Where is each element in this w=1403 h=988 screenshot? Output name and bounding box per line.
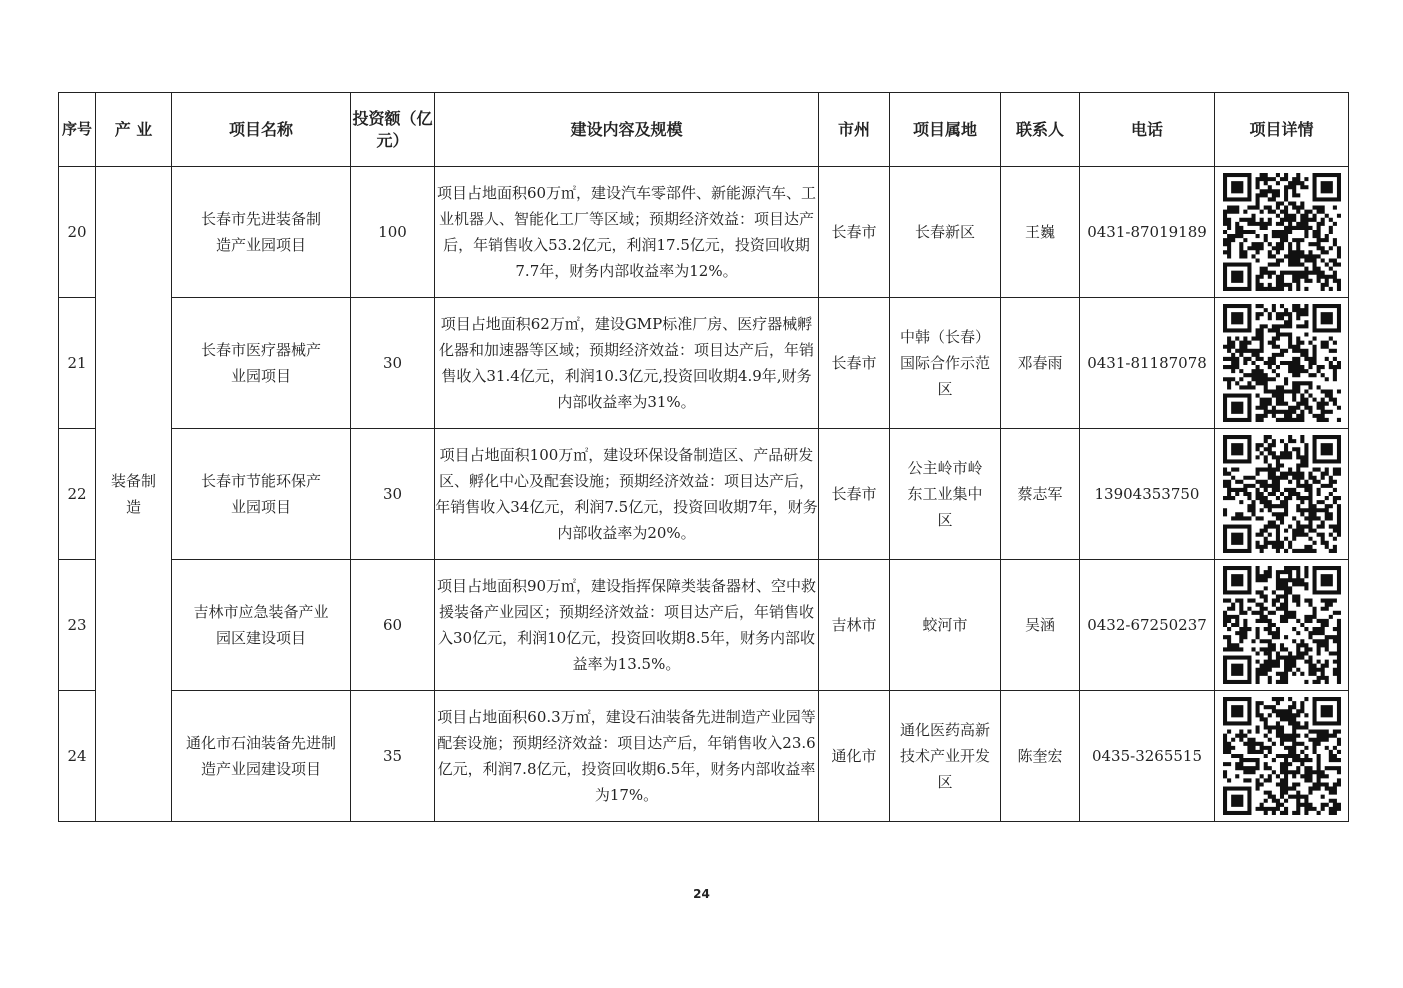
- row-city: 吉林市: [819, 560, 890, 691]
- page-number: 24: [693, 887, 710, 901]
- qr-code-icon[interactable]: [1223, 173, 1341, 291]
- row-location: 公主岭市岭东工业集中区: [890, 429, 1001, 560]
- row-content: 项目占地面积60万㎡，建设汽车零部件、新能源汽车、工业机器人、智能化工厂等区域；预期经济效益：项目达产后，年销售收入53.2亿元，利润17.5亿元，投资回收期7.7年，财务内部收益率为12%。: [435, 167, 819, 298]
- row-investment: 60: [351, 560, 435, 691]
- table-header-row: [59, 93, 1349, 167]
- qr-code-icon[interactable]: [1223, 304, 1341, 422]
- row-content: 项目占地面积90万㎡，建设指挥保障类装备器材、空中救援装备产业园区；预期经济效益：项目达产后，年销售收入30亿元，利润10亿元，投资回收期8.5年，财务内部收益率为13.5%。: [435, 560, 819, 691]
- row-phone: 0432-67250237: [1080, 560, 1215, 691]
- row-investment: 30: [351, 429, 435, 560]
- row-investment: 35: [351, 691, 435, 822]
- project-table: [58, 92, 1349, 822]
- row-city: 通化市: [819, 691, 890, 822]
- header-name: 项目名称: [172, 93, 351, 167]
- row-content: 项目占地面积60.3万㎡，建设石油装备先进制造产业园等配套设施；预期经济效益：项目达产后，年销售收入23.6亿元，利润7.8亿元，投资回收期6.5年，财务内部收益率为17%。: [435, 691, 819, 822]
- header-contact: 联系人: [1001, 93, 1080, 167]
- row-name: 长春市医疗器械产业园项目: [172, 298, 351, 429]
- table-row: [59, 560, 1349, 691]
- row-phone: 13904353750: [1080, 429, 1215, 560]
- table-row: [59, 691, 1349, 822]
- row-seq: 23: [59, 560, 96, 691]
- row-phone: 0431-87019189: [1080, 167, 1215, 298]
- industry-label: 装备制造: [110, 472, 156, 516]
- row-phone: 0431-81187078: [1080, 298, 1215, 429]
- row-investment: 30: [351, 298, 435, 429]
- row-seq: 22: [59, 429, 96, 560]
- row-phone: 0435-3265515: [1080, 691, 1215, 822]
- row-location: 长春新区: [890, 167, 1001, 298]
- row-location: 通化医药高新技术产业开发区: [890, 691, 1001, 822]
- row-name: 长春市先进装备制造产业园项目: [172, 167, 351, 298]
- row-contact: 邓春雨: [1001, 298, 1080, 429]
- header-phone: 电话: [1080, 93, 1215, 167]
- qr-code-icon[interactable]: [1223, 566, 1341, 684]
- row-detail: [1215, 298, 1349, 429]
- row-seq: 24: [59, 691, 96, 822]
- qr-code-icon[interactable]: [1223, 435, 1341, 553]
- table-row: [59, 167, 1349, 298]
- row-location: 中韩（长春）国际合作示范区: [890, 298, 1001, 429]
- header-content: 建设内容及规模: [435, 93, 819, 167]
- row-name: 长春市节能环保产业园项目: [172, 429, 351, 560]
- industry-cell: [96, 167, 172, 822]
- table-row: [59, 429, 1349, 560]
- header-seq: 序号: [59, 93, 96, 167]
- row-contact: 陈奎宏: [1001, 691, 1080, 822]
- qr-code-icon[interactable]: [1223, 697, 1341, 815]
- row-seq: 20: [59, 167, 96, 298]
- row-city: 长春市: [819, 429, 890, 560]
- header-location: 项目属地: [890, 93, 1001, 167]
- row-contact: 吴涵: [1001, 560, 1080, 691]
- row-name: 吉林市应急装备产业园区建设项目: [172, 560, 351, 691]
- row-content: 项目占地面积62万㎡，建设GMP标准厂房、医疗器械孵化器和加速器等区域；预期经济效益：项目达产后，年销售收入31.4亿元，利润10.3亿元,投资回收期4.9年,财务内部收益率为31%。: [435, 298, 819, 429]
- row-contact: 王巍: [1001, 167, 1080, 298]
- row-city: 长春市: [819, 298, 890, 429]
- row-detail: [1215, 560, 1349, 691]
- row-content: 项目占地面积100万㎡，建设环保设备制造区、产品研发区、孵化中心及配套设施；预期经济效益：项目达产后，年销售收入34亿元，利润7.5亿元，投资回收期7年，财务内部收益率为20%。: [435, 429, 819, 560]
- row-seq: 21: [59, 298, 96, 429]
- header-investment: 投资额（亿元）: [351, 93, 435, 167]
- row-name: 通化市石油装备先进制造产业园建设项目: [172, 691, 351, 822]
- header-city: 市州: [819, 93, 890, 167]
- row-detail: [1215, 167, 1349, 298]
- row-detail: [1215, 691, 1349, 822]
- table-row: [59, 298, 1349, 429]
- header-detail: 项目详情: [1215, 93, 1349, 167]
- row-city: 长春市: [819, 167, 890, 298]
- row-investment: 100: [351, 167, 435, 298]
- row-detail: [1215, 429, 1349, 560]
- row-contact: 蔡志军: [1001, 429, 1080, 560]
- row-location: 蛟河市: [890, 560, 1001, 691]
- header-industry: 产 业: [96, 93, 172, 167]
